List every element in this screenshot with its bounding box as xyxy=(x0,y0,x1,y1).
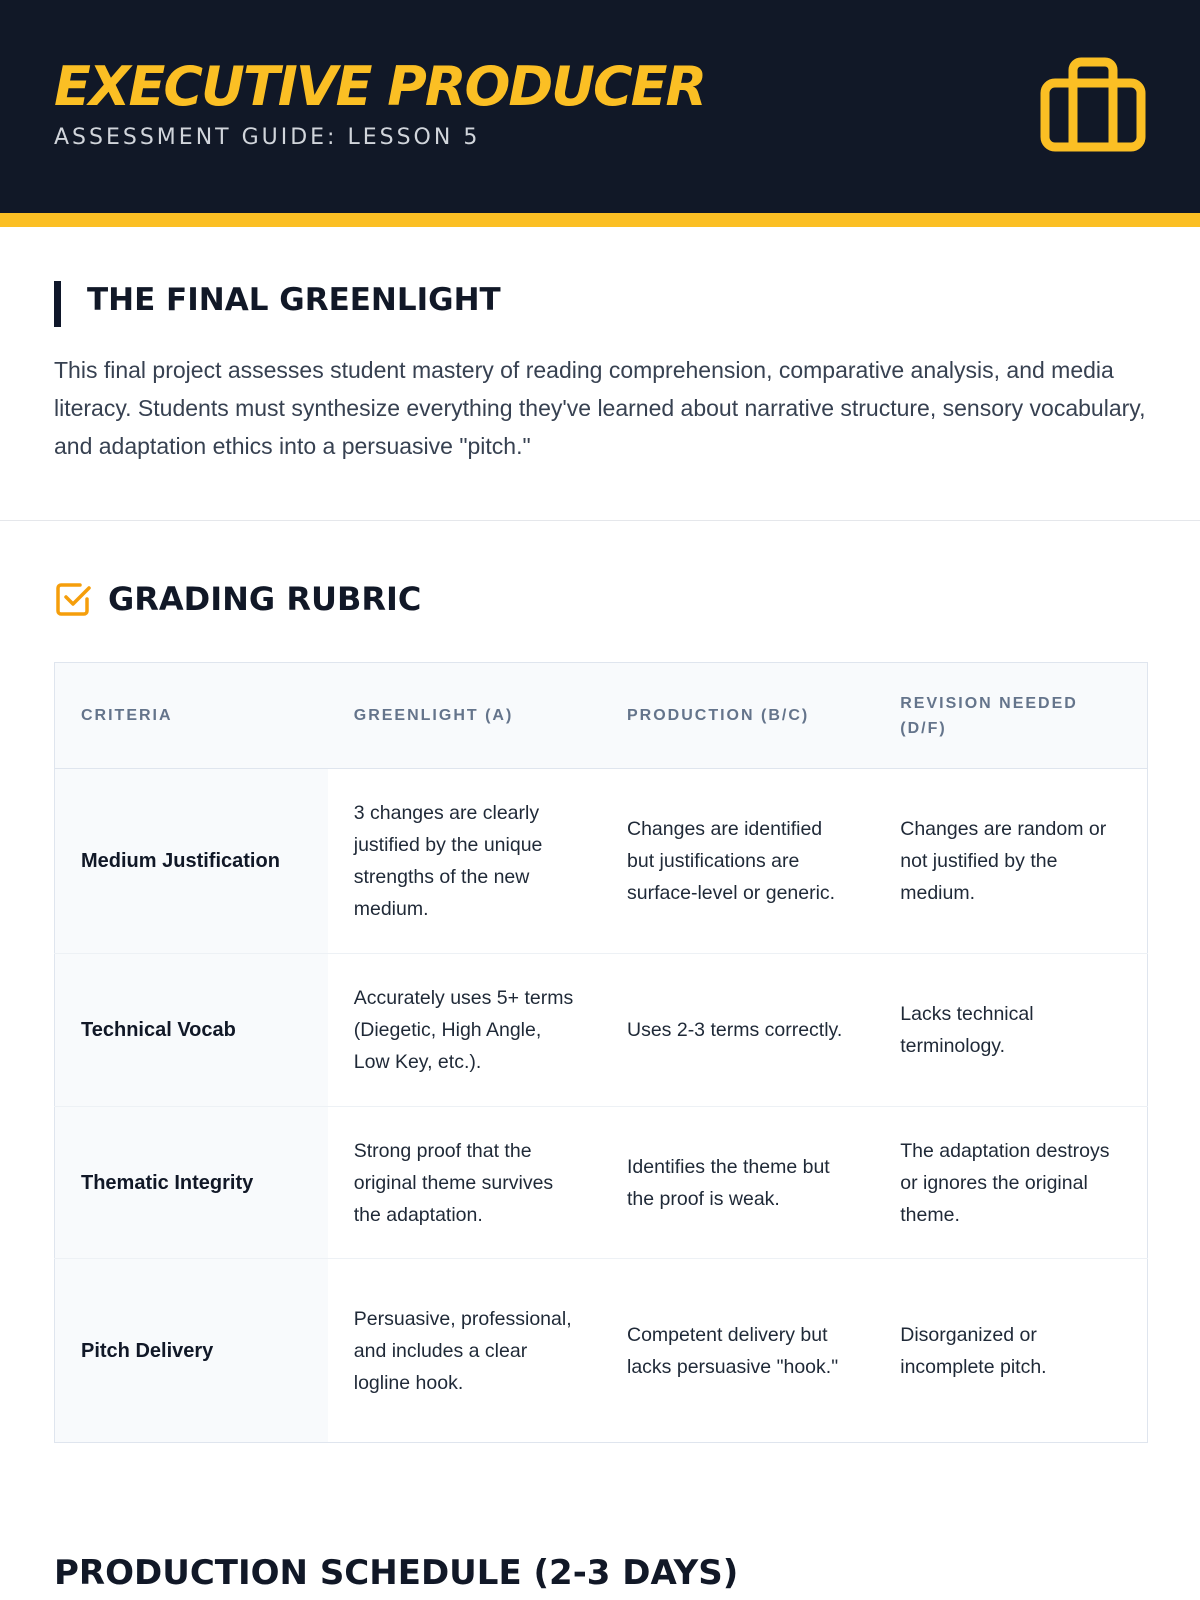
greenlight-cell: Strong proof that the original theme survives the adaptation. xyxy=(328,1107,601,1259)
intro-section xyxy=(0,227,1200,521)
criteria-cell: Technical Vocab xyxy=(55,954,328,1107)
schedule-title: PRODUCTION SCHEDULE (2-3 DAYS) xyxy=(54,1553,739,1593)
table-row xyxy=(55,1107,1148,1259)
rubric-title: GRADING RUBRIC xyxy=(108,580,422,618)
table-header-row xyxy=(55,663,1148,769)
intro-title: THE FINAL GREENLIGHT xyxy=(87,282,501,318)
intro-description: This final project assesses student mastery of reading comprehension, comparative analysis, and media literacy. Students must synthesize everything they've learned about narrative structure, sensory vocabulary, and adaptation ethics into a persuasive "pitch." xyxy=(54,357,1146,459)
column-header-revision: REVISION NEEDED (D/F) xyxy=(874,663,1147,769)
section-accent-bar xyxy=(54,281,61,327)
revision-cell: Lacks technical terminology. xyxy=(874,954,1147,1107)
greenlight-cell: Accurately uses 5+ terms (Diegetic, High Angle, Low Key, etc.). xyxy=(328,954,601,1107)
criteria-cell: Thematic Integrity xyxy=(55,1107,328,1259)
greenlight-cell: Persuasive, professional, and includes a clear logline hook. xyxy=(353,1307,572,1394)
production-cell: Competent delivery but lacks persuasive "hook." xyxy=(627,1323,839,1378)
revision-cell: Changes are random or not justified by the medium. xyxy=(874,769,1147,954)
column-header-production: PRODUCTION (B/C) xyxy=(601,663,874,769)
column-header-criteria: CRITERIA xyxy=(55,663,328,769)
greenlight-cell: 3 changes are clearly justified by the unique strengths of the new medium. xyxy=(328,769,601,954)
grading-rubric-table xyxy=(54,662,1148,1443)
production-cell: Changes are identified but justifications are surface-level or generic. xyxy=(601,769,874,954)
revision-cell: The adaptation destroys or ignores the original theme. xyxy=(874,1107,1147,1259)
header-accent-stripe xyxy=(0,213,1200,227)
page-header xyxy=(0,0,1200,213)
checkbox-icon xyxy=(54,580,92,618)
criteria-cell: Medium Justification xyxy=(55,769,328,954)
briefcase-icon xyxy=(1040,56,1146,152)
table-row xyxy=(55,954,1148,1107)
page-title: EXECUTIVE PRODUCER xyxy=(54,55,706,118)
page-subtitle: ASSESSMENT GUIDE: LESSON 5 xyxy=(54,125,481,150)
rubric-heading xyxy=(54,578,421,620)
production-cell: Identifies the theme but the proof is weak. xyxy=(601,1107,874,1259)
column-header-greenlight: GREENLIGHT (A) xyxy=(328,663,601,769)
table-row xyxy=(55,769,1148,954)
table-row xyxy=(55,1259,1148,1443)
production-cell: Uses 2-3 terms correctly. xyxy=(601,954,874,1107)
revision-cell: Disorganized or incomplete pitch. xyxy=(900,1323,1047,1378)
criteria-cell: Pitch Delivery xyxy=(55,1259,328,1443)
